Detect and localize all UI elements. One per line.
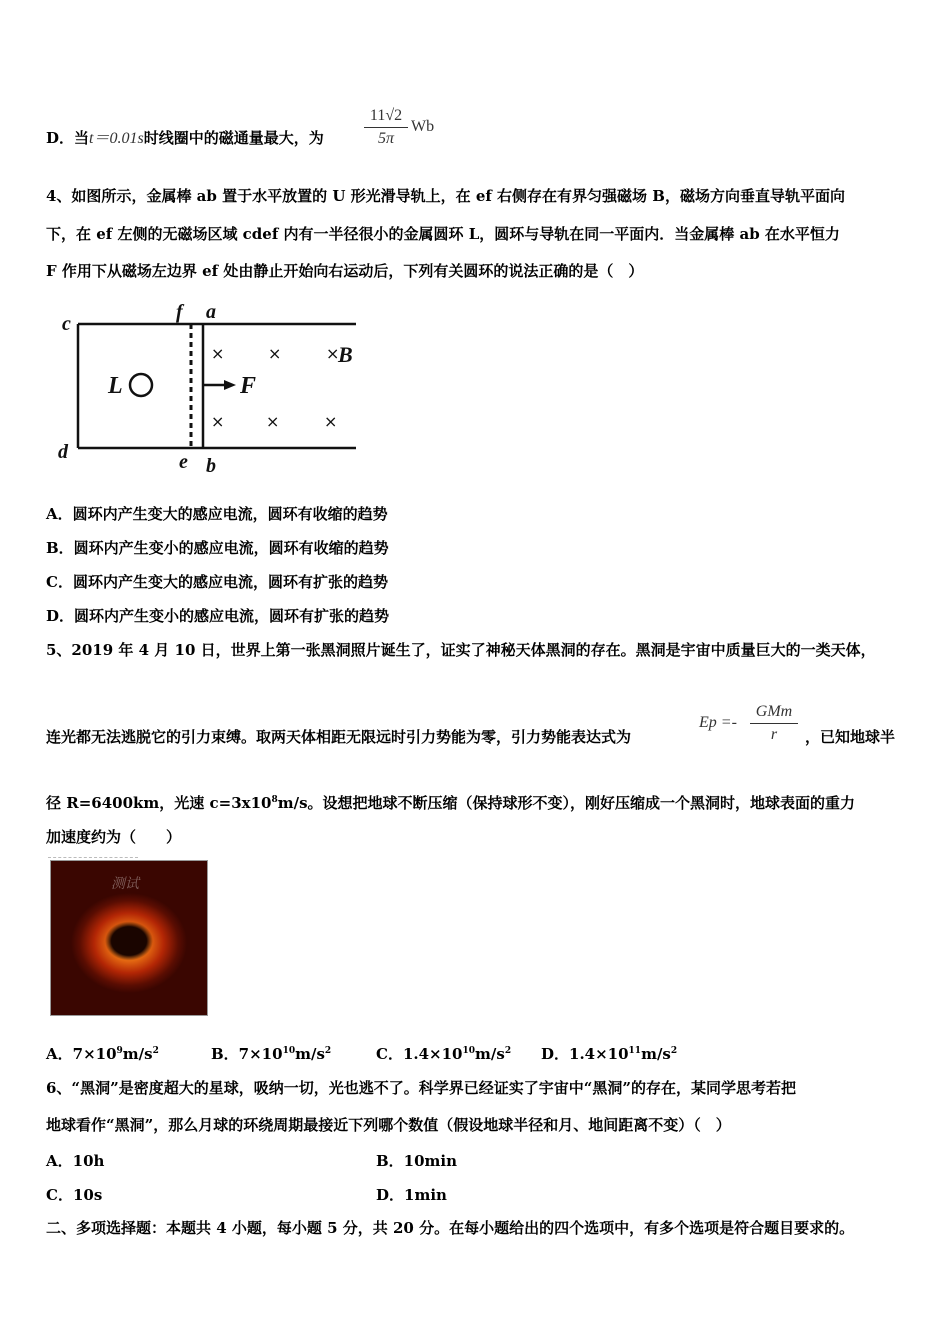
q5-option-b: B．$7\times 10^{10}m/s^2$ — [211, 1045, 332, 1063]
label-f: f — [176, 301, 183, 323]
q5-line3a: 径 R=6400km，光速 c=3x10 — [46, 794, 272, 812]
q5-line4: 加速度约为（ ） — [46, 828, 182, 846]
q4-line3: F 作用下从磁场左边界 ef 处由静止开始向右运动后，下列有关圆环的说法正确的是（ ） — [46, 262, 644, 280]
q5-line2a: 连光都无法逃脱它的引力束缚。取两天体相距无限远时引力势能为零，引力势能表达式为 — [46, 728, 632, 746]
field-cross: × — [211, 412, 225, 431]
label-b: b — [206, 455, 216, 477]
q5-line3 — [46, 790, 855, 813]
label-d: d — [58, 441, 68, 463]
q6-line2: 地球看作“黑洞”，那么月球的环绕周期最接近下列哪个数值（假设地球半径和月、地间距离不变）（ ） — [46, 1116, 731, 1134]
q3-d-math-t: t＝0.01s — [89, 130, 144, 147]
field-cross: × — [268, 344, 282, 363]
black-hole-image — [50, 860, 208, 1016]
q5-line3b: m/s。设想把地球不断压缩（保持球形不变），刚好压缩成一个黑洞时，地球表面的重力 — [277, 794, 856, 812]
label-e: e — [179, 451, 188, 473]
q3-d-frac-num: 11√2 — [369, 107, 403, 124]
label-a: a — [206, 301, 216, 323]
q5-formula-lhs: Ep =- — [699, 714, 737, 731]
q6-option-c: C．10s — [46, 1186, 103, 1204]
q4-circuit-figure — [54, 300, 364, 480]
q5-line1: 5、2019 年 4 月 10 日，世界上第一张黑洞照片诞生了，证实了神秘天体黑洞的存在。黑洞是宇宙中质量巨大的一类天体， — [46, 641, 876, 659]
q4-line1: 4、如图所示，金属棒 ab 置于水平放置的 U 形光滑导轨上，在 ef 右侧存在有界匀强磁场 B，磁场方向垂直导轨平面向 — [46, 187, 845, 205]
q3-d-fraction — [364, 106, 408, 149]
force-arrow-icon — [224, 380, 236, 390]
q4-option-a: A．圆环内产生变大的感应电流，圆环有收缩的趋势 — [46, 505, 388, 523]
field-cross: × — [326, 344, 340, 363]
q5-option-c: C．$1.4\times 10^{10}m/s^2$ — [376, 1045, 512, 1063]
q5-formula-num: GMm — [755, 703, 793, 720]
label-F: F — [240, 373, 257, 399]
image-watermark: 测试 — [111, 876, 139, 892]
q4-option-d: D．圆环内产生变小的感应电流，圆环有扩张的趋势 — [46, 607, 390, 625]
q3-d-label: D．当 — [46, 129, 90, 147]
q4-line2: 下，在 ef 左侧的无磁场区域 cdef 内有一半径很小的金属圆环 L，圆环与导轨在同一平面内．当金属棒 ab 在水平恒力 — [46, 225, 840, 243]
field-cross: × — [266, 412, 280, 431]
q6-option-d: D．1min — [376, 1186, 447, 1204]
q5-formula-fraction — [750, 702, 798, 745]
label-L: L — [108, 373, 123, 399]
q5-line3-sup: 8 — [271, 795, 278, 805]
q3-d-frac-den: 5π — [377, 130, 394, 147]
q5-formula-den: r — [770, 726, 778, 743]
q3-d-text: 时线圈中的磁通量最大，为 — [143, 129, 324, 147]
q5-line2b: ，已知地球半 — [805, 728, 896, 746]
q4-option-c: C．圆环内产生变大的感应电流，圆环有扩张的趋势 — [46, 573, 388, 591]
q6-option-a: A．10h — [46, 1152, 105, 1170]
section2-title: 二、多项选择题：本题共 4 小题，每小题 5 分，共 20 分。在每小题给出的四个选项中，有多个选项是符合题目要求的。 — [46, 1219, 855, 1237]
q6-option-b: B．10min — [376, 1152, 458, 1170]
q5-option-a: A．$7\times 10^9m/s^2$ — [46, 1045, 159, 1063]
q5-option-d: D．$1.4\times 10^{11}m/s^2$ — [541, 1045, 678, 1063]
q3-d-unit: Wb — [411, 118, 435, 135]
q4-option-b: B．圆环内产生变小的感应电流，圆环有收缩的趋势 — [46, 539, 389, 557]
field-cross: × — [211, 344, 225, 363]
label-B: B — [338, 342, 353, 367]
label-c: c — [62, 313, 71, 335]
q6-line1: 6、“黑洞”是密度超大的星球，吸纳一切，光也逃不了。科学界已经证实了宇宙中“黑洞”的存在，某同学思考若把 — [46, 1079, 796, 1097]
field-cross: × — [324, 412, 338, 431]
q3-option-d — [46, 128, 324, 149]
